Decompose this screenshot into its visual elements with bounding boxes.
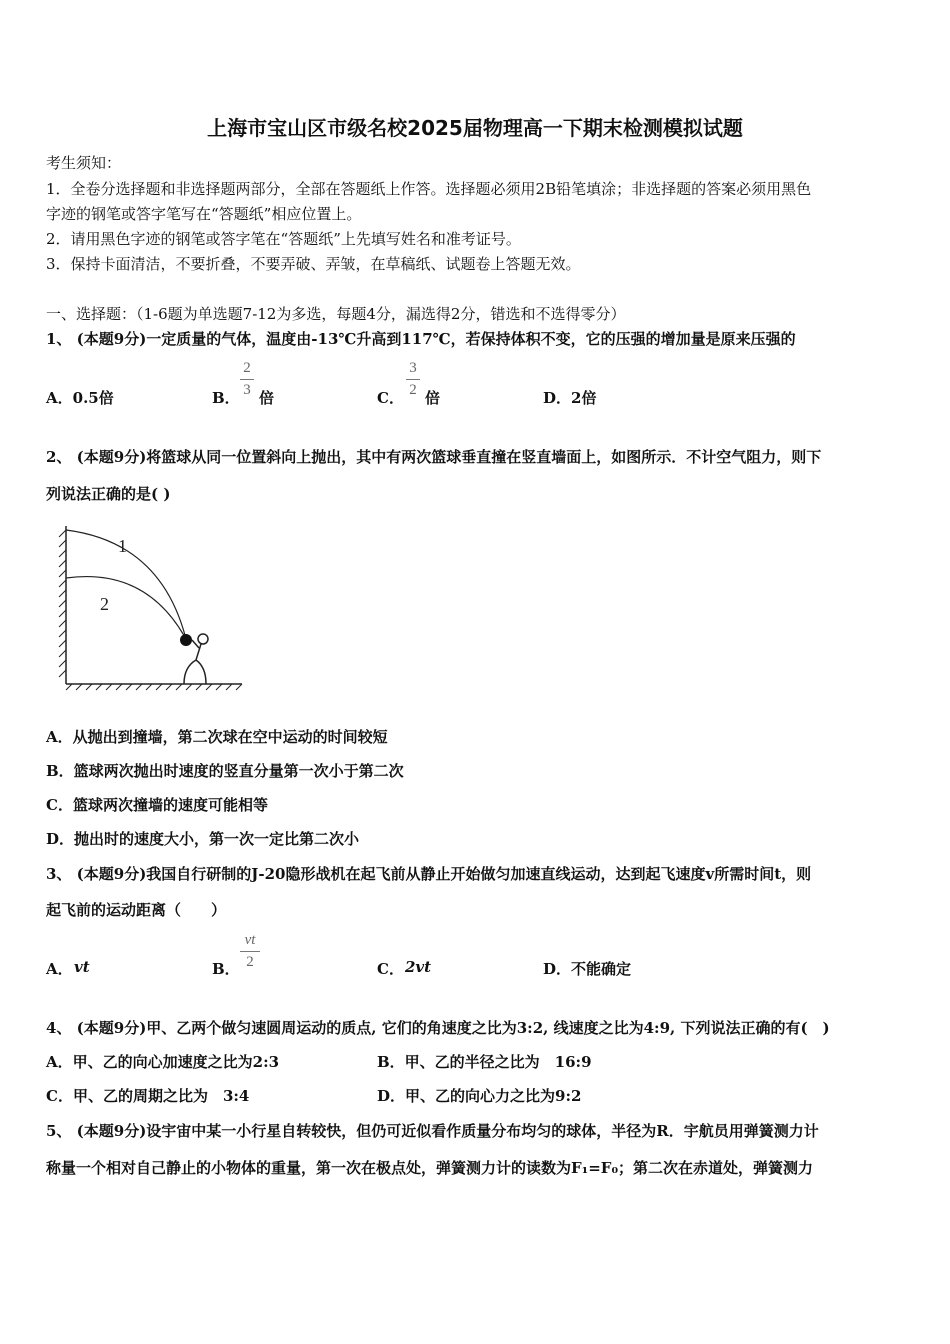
q4-option-a: A．甲、乙的向心加速度之比为2:3 (46, 1053, 280, 1071)
basketball (180, 634, 192, 646)
q4-option-d: D．甲、乙的向心力之比为9:2 (377, 1087, 582, 1105)
fraction-denominator: 2 (409, 382, 417, 398)
q1-option-d: D．2倍 (543, 389, 597, 407)
fraction-denominator: 3 (243, 382, 251, 398)
basketball-wall-figure (56, 522, 246, 692)
fraction-bar (240, 951, 260, 952)
notice-line: 1．全卷分选择题和非选择题两部分，全部在答题纸上作答。选择题必须用2B铅笔填涂；非选择题的答案必须用黑色 (46, 180, 812, 198)
trajectory-1-label: 1 (118, 536, 127, 556)
q4-option-b: B．甲、乙的半径之比为 16:9 (377, 1053, 592, 1071)
question-5-stem: 5、 (本题9分)设宇宙中某一小行星自转较快，但仍可近似看作质量分布均匀的球体，半径为R．宇航员用弹簧测力计 (46, 1122, 819, 1140)
q1-option-b-unit: 倍 (259, 389, 275, 407)
q3-option-b-label: B． (212, 960, 240, 978)
q3-option-d: D．不能确定 (543, 960, 632, 978)
notice-line: 3．保持卡面清洁，不要折叠，不要弄破、弄皱，在草稿纸、试题卷上答题无效。 (46, 255, 581, 273)
q3-option-a-value: vt (74, 958, 90, 976)
fraction-denominator: 2 (246, 954, 254, 970)
q1-option-b-label: B． (212, 389, 240, 407)
question-5-stem-cont: 称量一个相对自己静止的小物体的重量，第一次在极点处，弹簧测力计的读数为F₁=F₀；第二次在赤道处，弹簧测力 (46, 1159, 814, 1177)
q2-option-a: A．从抛出到撞墙，第二次球在空中运动的时间较短 (46, 728, 388, 746)
trajectory-2-label: 2 (100, 594, 109, 614)
q3-option-c-label: C． (377, 960, 404, 978)
q2-option-b: B．篮球两次抛出时速度的竖直分量第一次小于第二次 (46, 762, 404, 780)
q3-option-a-label: A． (46, 960, 73, 978)
wall-hatch (59, 526, 66, 684)
q3-option-b-fraction (240, 932, 260, 971)
fraction-bar (240, 379, 254, 380)
question-2-stem: 2、 (本题9分)将篮球从同一位置斜向上抛出，其中有两次篮球垂直撞在竖直墙面上，如图所示．不计空气阻力，则下 (46, 448, 822, 466)
q3-option-c-value: 2vt (405, 958, 432, 976)
ground-hatch (66, 684, 242, 690)
q4-option-c: C．甲、乙的周期之比为 3:4 (46, 1087, 250, 1105)
question-3-stem: 3、 (本题9分)我国自行研制的J-20隐形战机在起飞前从静止开始做匀加速直线运动，达到起飞速度v所需时间t，则 (46, 865, 812, 883)
q2-option-d: D．抛出时的速度大小，第一次一定比第二次小 (46, 830, 360, 848)
trajectory-2 (66, 577, 186, 639)
question-4-stem: 4、 (本题9分)甲、乙两个做匀速圆周运动的质点, 它们的角速度之比为3:2, 线速度之比为4:9, 下列说法正确的有( ) (46, 1019, 830, 1037)
notice-line: 字迹的钢笔或答字笔写在“答题纸”相应位置上。 (46, 205, 362, 223)
notice-line: 2．请用黑色字迹的钢笔或答字笔在“答题纸”上先填写姓名和准考证号。 (46, 230, 521, 248)
q1-option-b-fraction (240, 360, 254, 399)
q1-option-c-fraction (406, 360, 420, 399)
fraction-numerator: 3 (409, 360, 417, 376)
fraction-bar (406, 379, 420, 380)
question-1-stem: 1、 (本题9分)一定质量的气体，温度由-13℃升高到117℃，若保持体积不变，它的压强的增加量是原来压强的 (46, 330, 796, 348)
q1-option-a: A．0.5倍 (46, 389, 114, 407)
fraction-numerator: 2 (243, 360, 251, 376)
q1-option-c-label: C． (377, 389, 404, 407)
fraction-numerator: vt (244, 932, 256, 948)
q1-option-c-unit: 倍 (425, 389, 441, 407)
question-2-stem-cont: 列说法正确的是( ) (46, 485, 171, 503)
page-title: 上海市宝山区市级名校2025届物理高一下期末检测模拟试题 (207, 116, 743, 140)
question-3-stem-cont: 起飞前的运动距离（ ） (46, 901, 227, 919)
section-heading: 一、选择题：（1-6题为单选题7-12为多选，每题4分，漏选得2分，错选和不选得零分） (46, 305, 626, 323)
notice-heading: 考生须知： (46, 154, 122, 172)
q2-option-c: C．篮球两次撞墙的速度可能相等 (46, 796, 268, 814)
